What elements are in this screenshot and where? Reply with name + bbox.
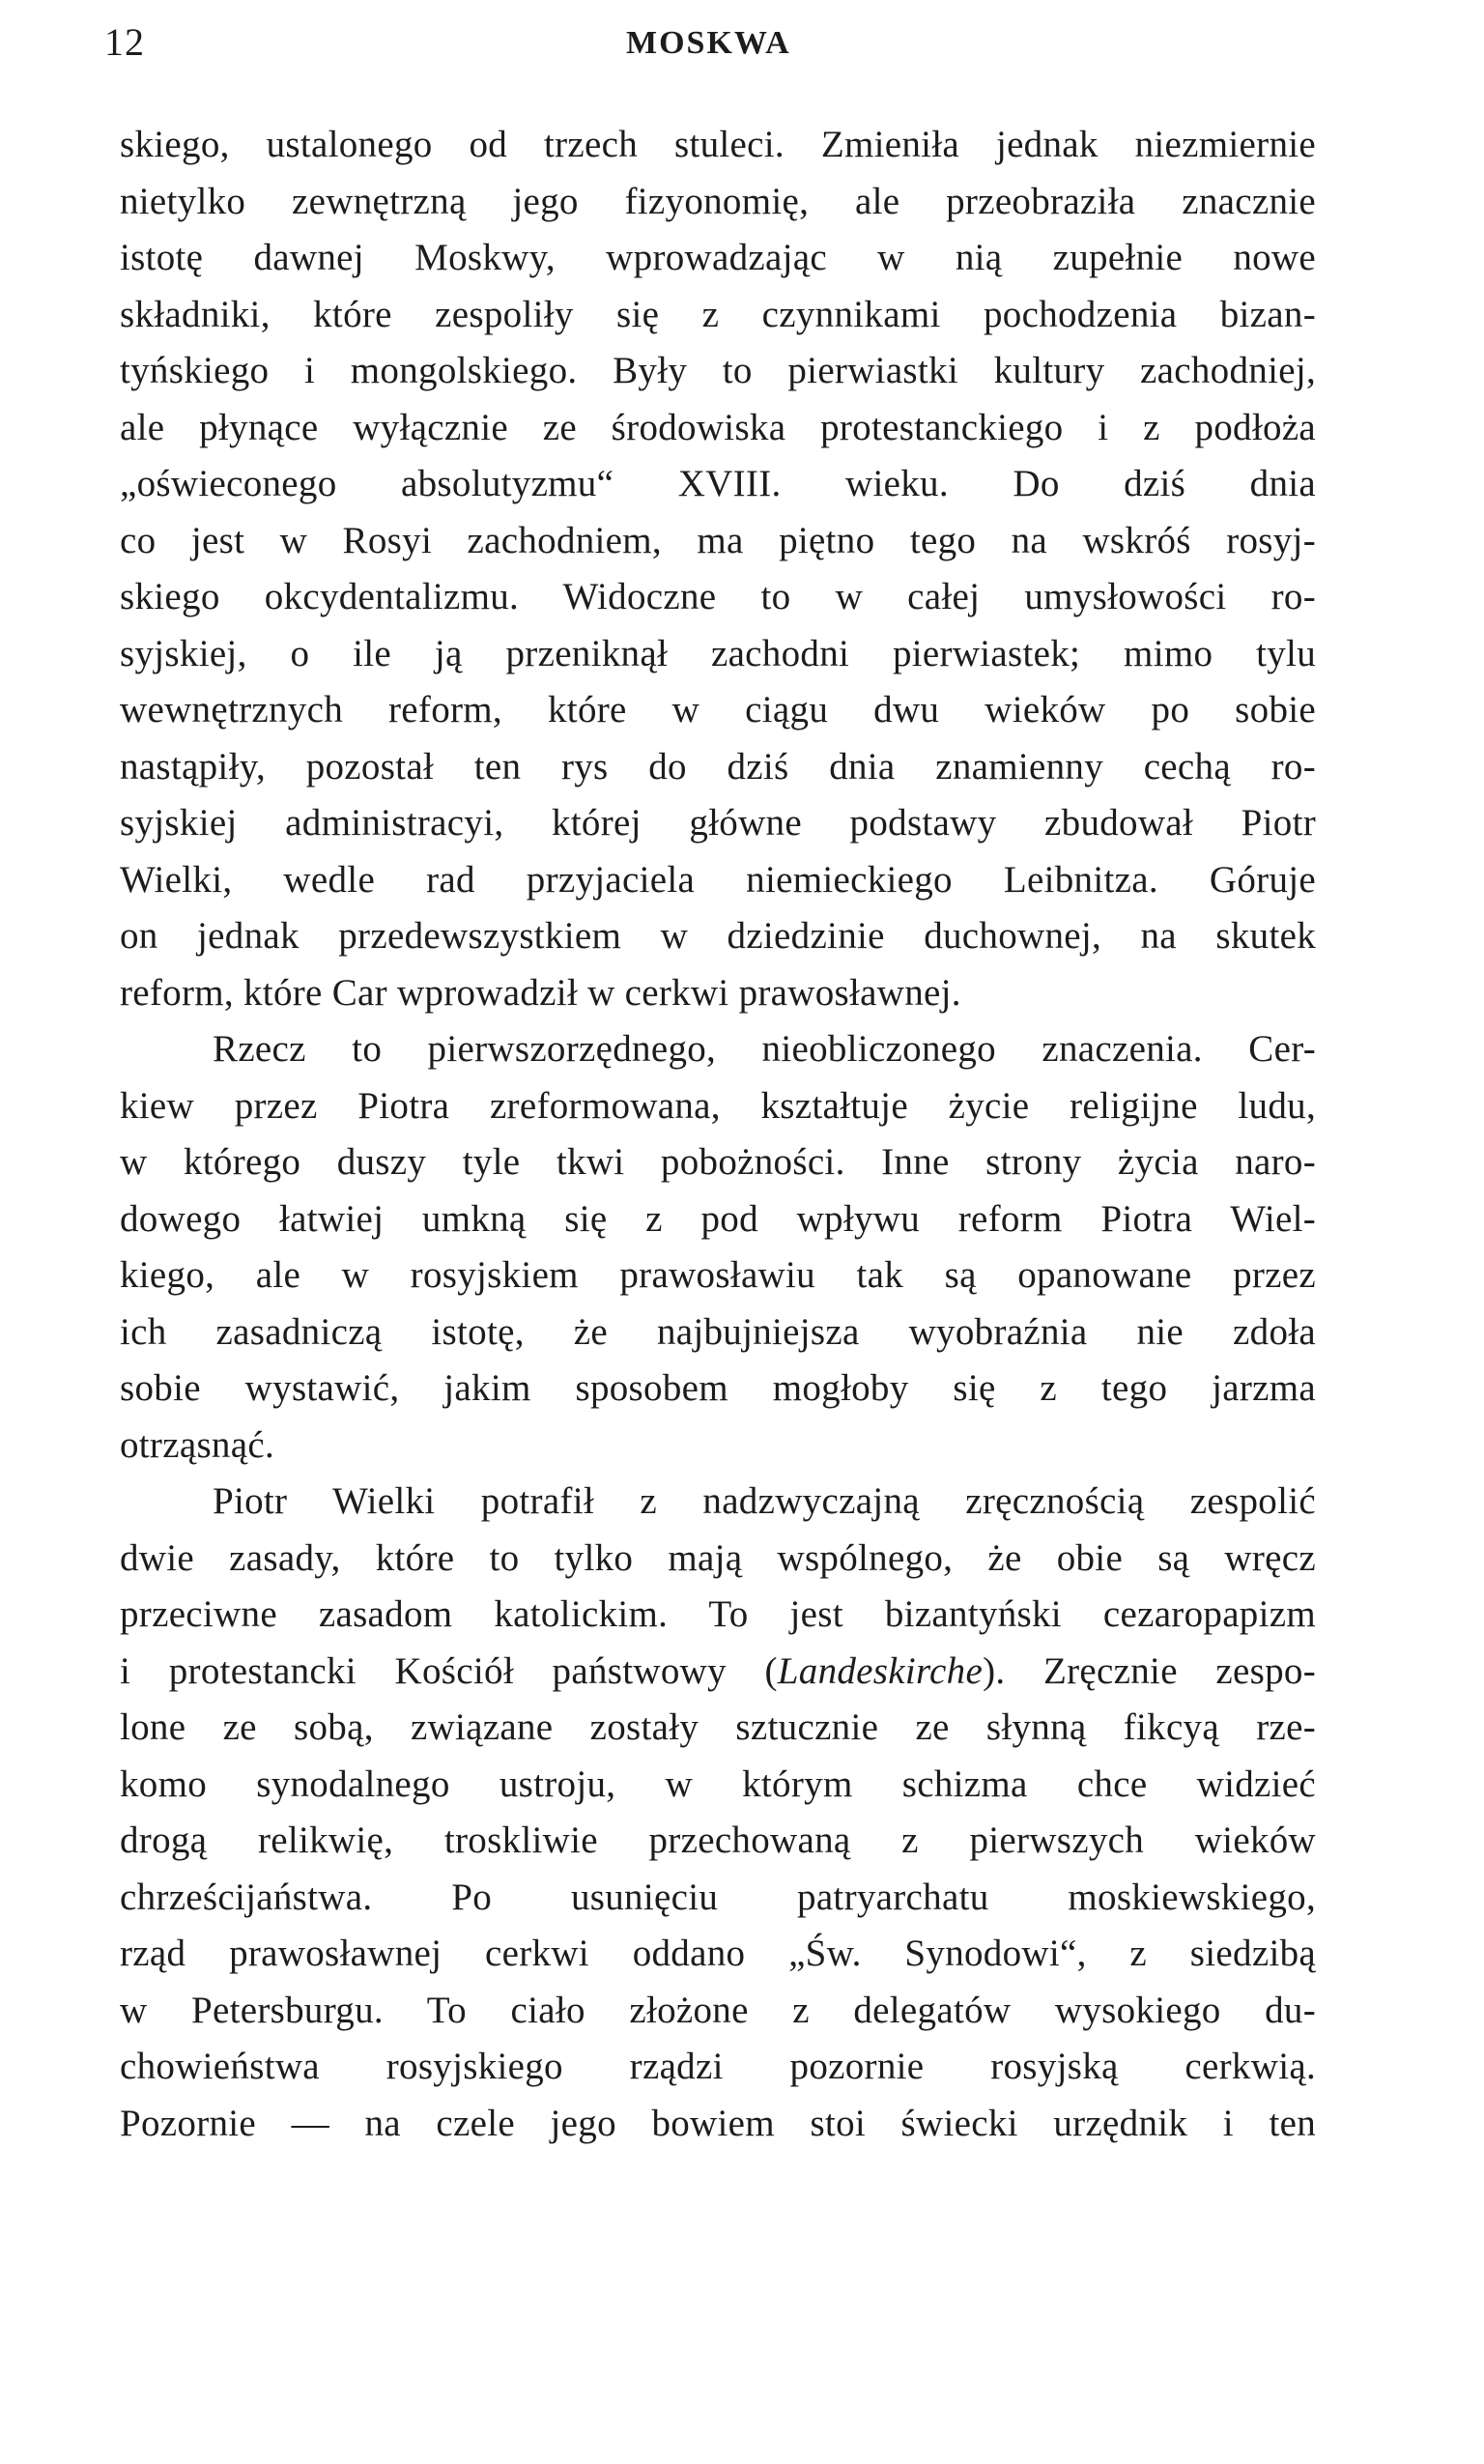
text-line: sobie wystawić, jakim sposobem mogłoby się z tego jarzma xyxy=(120,1367,1316,1409)
text-line: chowieństwa rosyjskiego rządzi pozornie rosyjską cerkwią. xyxy=(120,2046,1316,2087)
text-line: reform, które Car wprowadził w cerkwi prawosławnej. xyxy=(120,971,961,1014)
text-line: Wielki, wedle rad przyjaciela niemieckiego Leibnitza. Góruje xyxy=(120,858,1316,901)
text-line: lone ze sobą, związane zostały sztucznie ze słynną fikcyą rze- xyxy=(120,1706,1316,1748)
text-line: ich zasadniczą istotę, że najbujniejsza wyobraźnia nie zdoła xyxy=(120,1310,1316,1353)
text-line: nietylko zewnętrzną jego fizyonomię, ale przeobraziła znacznie xyxy=(120,180,1316,222)
text-line: w którego duszy tyle tkwi pobożności. Inne strony życia naro- xyxy=(120,1141,1316,1183)
text-line: dwie zasady, które to tylko mają wspólnego, że obie są wręcz xyxy=(120,1536,1316,1579)
text-line: syjskiej administracyi, której główne podstawy zbudował Piotr xyxy=(120,802,1316,844)
text-line: Pozornie — na czele jego bowiem stoi świecki urzędnik i ten xyxy=(120,2102,1316,2144)
text-line: chrześcijaństwa. Po usunięciu patryarchatu moskiewskiego, xyxy=(120,1876,1316,1918)
body-text xyxy=(120,117,1316,2152)
text-line: Piotr Wielki potrafił z nadzwyczajną zręcznością zespolić xyxy=(213,1480,1316,1522)
text-line: syjskiej, o ile ją przeniknął zachodni pierwiastek; mimo tylu xyxy=(120,632,1316,674)
text-line: on jednak przedewszystkiem w dziedzinie duchownej, na skutek xyxy=(120,915,1316,957)
text-line: istotę dawnej Moskwy, wprowadzając w nią zupełnie nowe xyxy=(120,237,1316,278)
page-number: 12 xyxy=(104,20,145,64)
text-line: Rzecz to pierwszorzędnego, nieobliczonego znaczenia. Cer- xyxy=(213,1028,1316,1070)
text-line: wewnętrznych reform, które w ciągu dwu wieków po sobie xyxy=(120,689,1316,731)
text-line: komo synodalnego ustroju, w którym schizma chce widzieć xyxy=(120,1762,1316,1805)
text-line: dowego łatwiej umkną się z pod wpływu reform Piotra Wiel- xyxy=(120,1197,1316,1240)
paragraph xyxy=(120,117,1316,1021)
text-line: i protestancki Kościół państwowy (Landeskirche). Zręcznie zespo- xyxy=(120,1649,1316,1692)
running-title: MOSKWA xyxy=(626,25,791,61)
text-line: tyńskiego i mongolskiego. Były to pierwiastki kultury zachodniej, xyxy=(120,350,1316,391)
text-line: rząd prawosławnej cerkwi oddano „Św. Synodowi“, z siedzibą xyxy=(120,1933,1316,1974)
text-line: otrząsnąć. xyxy=(120,1423,274,1466)
text-line: przeciwne zasadom katolickim. To jest bizantyński cezaropapizm xyxy=(120,1593,1316,1635)
text-line: drogą relikwię, troskliwie przechowaną z pierwszych wieków xyxy=(120,1819,1316,1861)
text-line: nastąpiły, pozostał ten rys do dziś dnia znamienny cechą ro- xyxy=(120,745,1316,788)
text-line: ale płynące wyłącznie ze środowiska protestanckiego i z podłoża xyxy=(120,406,1316,448)
text-line: skiego okcydentalizmu. Widoczne to w całej umysłowości ro- xyxy=(120,576,1316,617)
text-line: składniki, które zespoliły się z czynnikami pochodzenia bizan- xyxy=(120,293,1316,335)
paragraph xyxy=(120,1021,1316,1474)
text-line: co jest w Rosyi zachodniem, ma piętno tego na wskróś rosyj- xyxy=(120,519,1316,561)
text-line: kiew przez Piotra zreformowana, kształtuje życie religijne ludu, xyxy=(120,1084,1316,1127)
text-line: kiego, ale w rosyjskiem prawosławiu tak są opanowane przez xyxy=(120,1254,1316,1296)
text-line: skiego, ustalonego od trzech stuleci. Zmieniła jednak niezmiernie xyxy=(120,124,1316,165)
running-head xyxy=(104,12,1331,72)
paragraph xyxy=(120,1474,1316,2152)
italic-term: Landeskirche xyxy=(777,1649,984,1692)
text-line: „oświeconego absolutyzmu“ XVIII. wieku. Do dziś dnia xyxy=(120,463,1316,504)
text-line: w Petersburgu. To ciało złożone z delegatów wysokiego du- xyxy=(120,1989,1316,2031)
